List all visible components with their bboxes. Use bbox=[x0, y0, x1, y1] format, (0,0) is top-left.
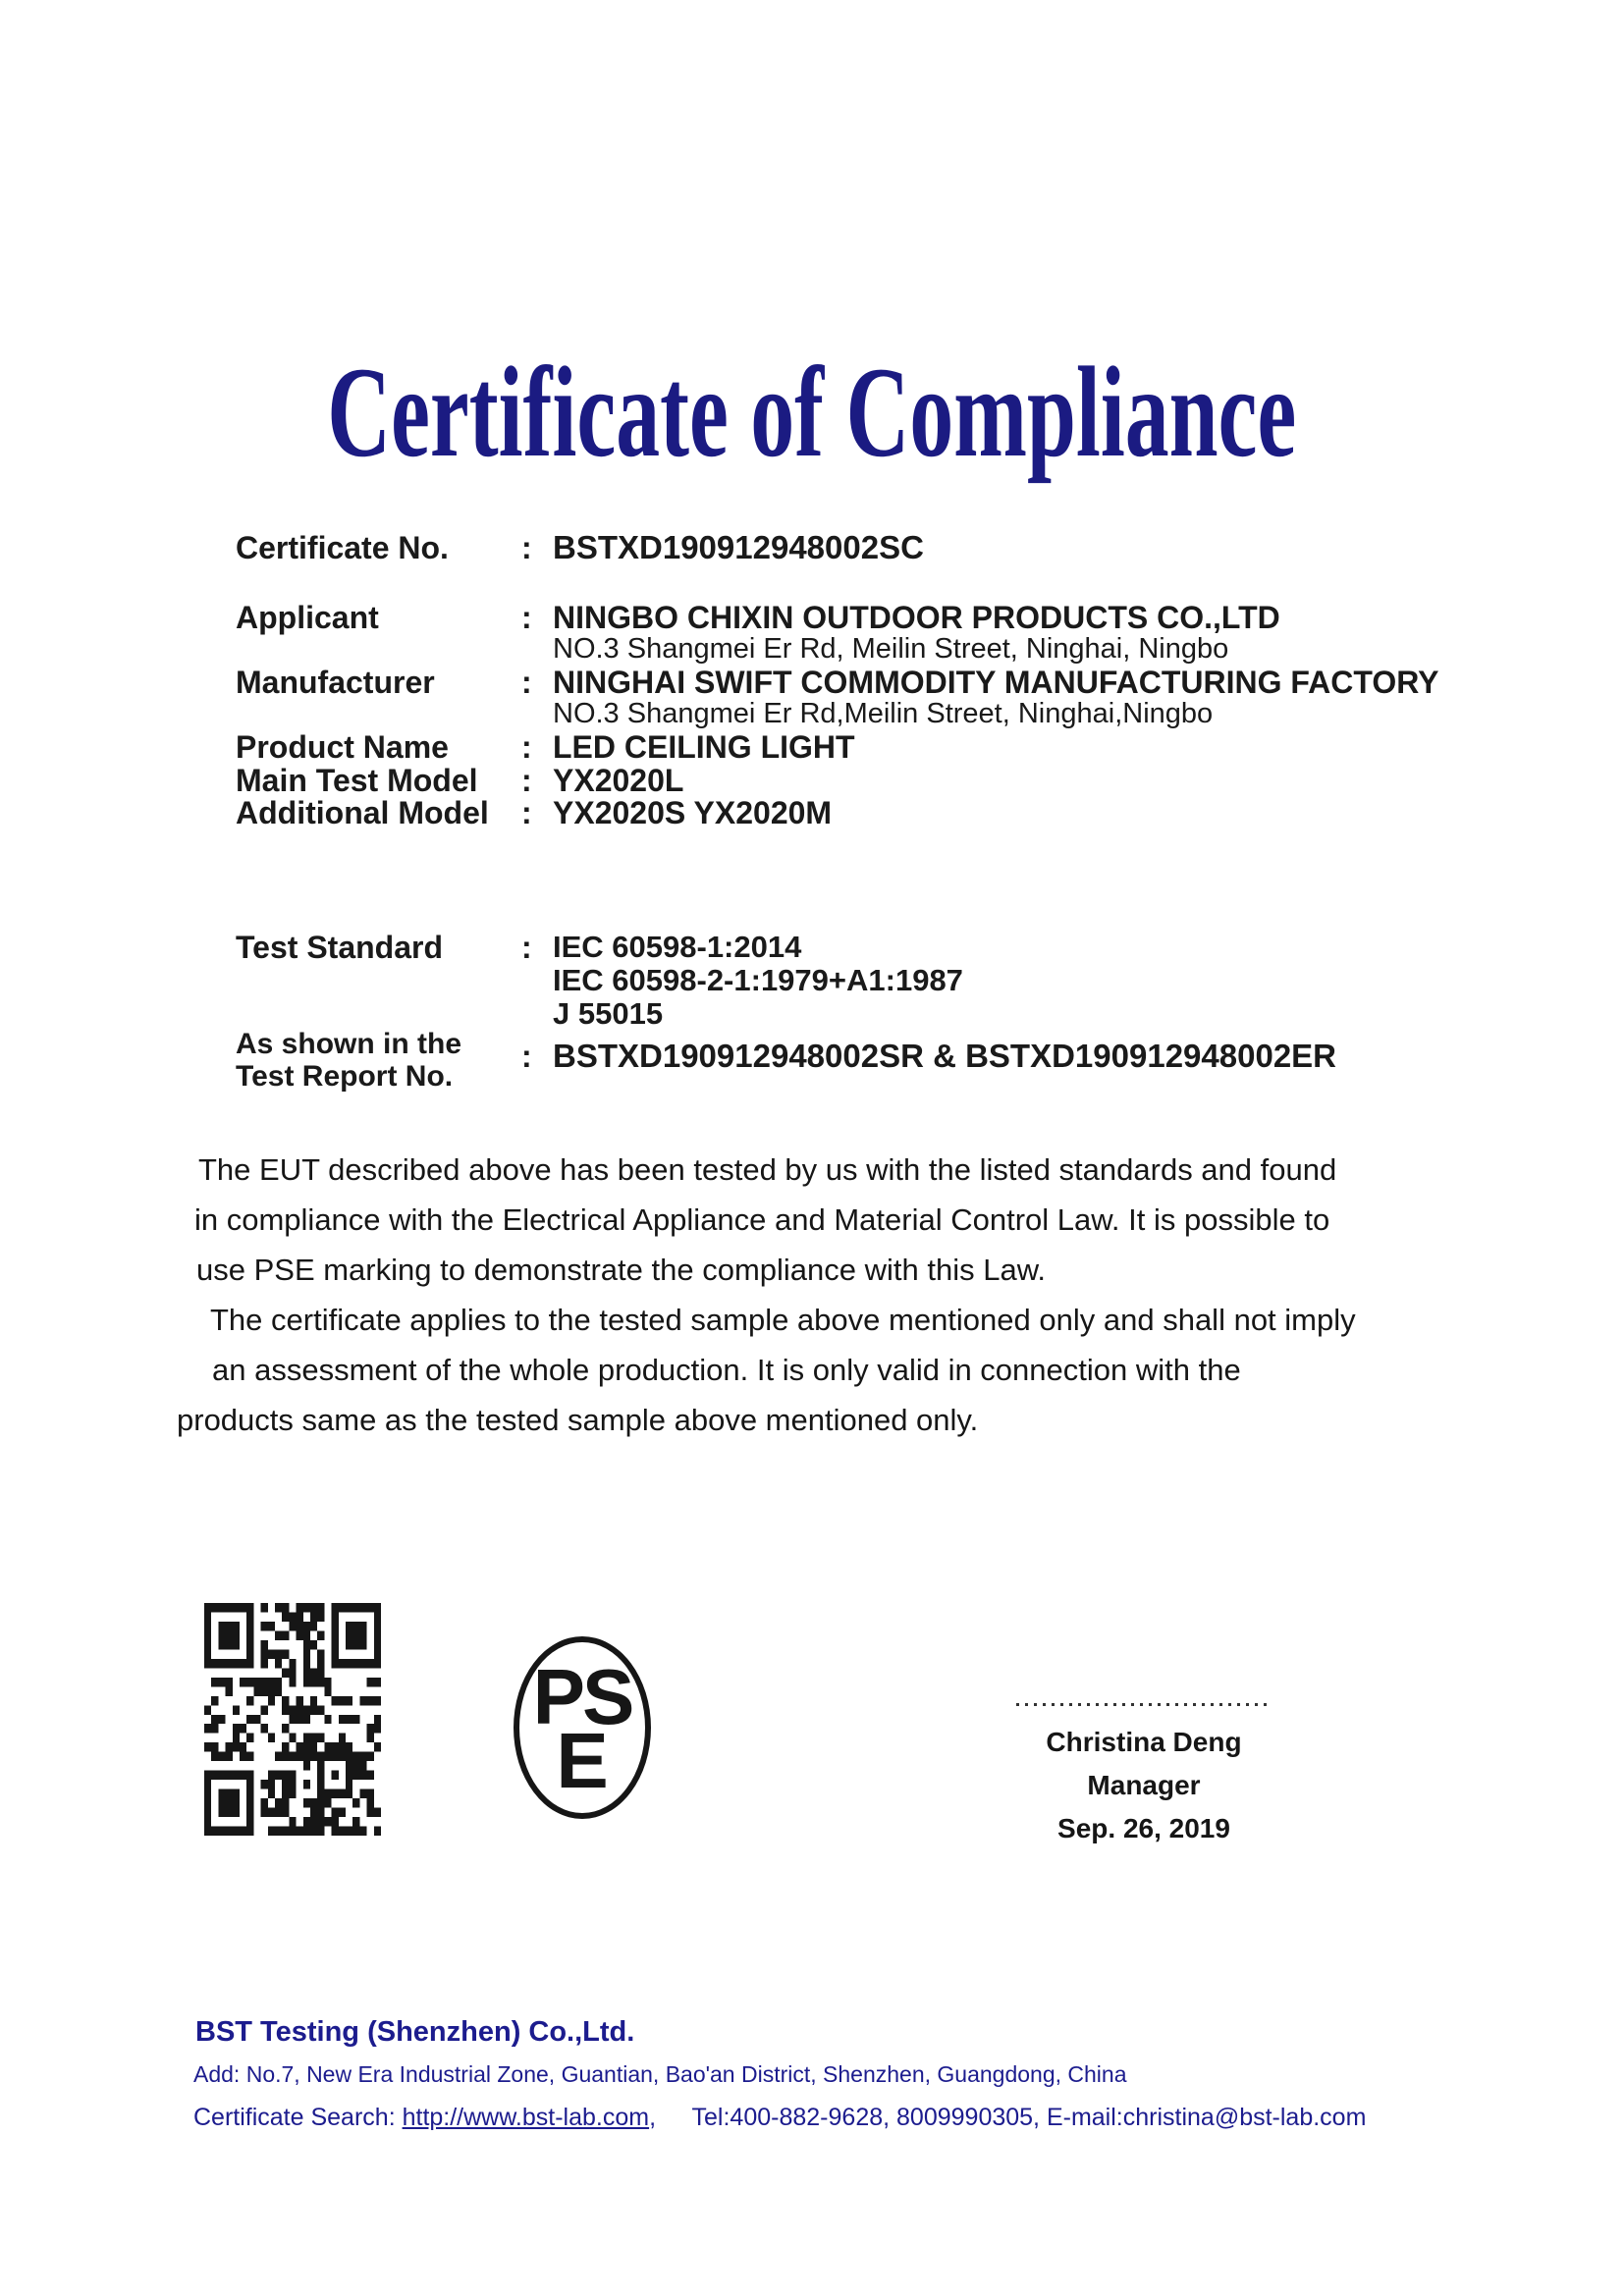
pse-mark-icon bbox=[514, 1636, 651, 1819]
product-name-value: LED CEILING LIGHT bbox=[553, 729, 855, 765]
main-test-model-colon: : bbox=[521, 763, 532, 798]
statement-line: The certificate applies to the tested sample above mentioned only and shall not imply bbox=[210, 1303, 1356, 1337]
certificate-search-link[interactable]: http://www.bst-lab.com bbox=[402, 2104, 650, 2131]
additional-model-colon: : bbox=[521, 795, 532, 830]
statement-line: use PSE marking to demonstrate the compliance with this Law. bbox=[196, 1253, 1046, 1287]
lab-contact: Tel:400-882-9628, 8009990305, E-mail:christina@bst-lab.com bbox=[691, 2104, 1367, 2131]
page-title-text: Certificate of Compliance bbox=[327, 340, 1297, 484]
statement-line: in compliance with the Electrical Appliance and Material Control Law. It is possible to bbox=[194, 1202, 1330, 1237]
lab-company-name: BST Testing (Shenzhen) Co.,Ltd. bbox=[195, 2016, 635, 2048]
test-standard-line-2: IEC 60598-2-1:1979+A1:1987 bbox=[553, 963, 963, 997]
page-title bbox=[0, 340, 1624, 484]
applicant-label: Applicant bbox=[236, 600, 379, 635]
statement-line: The EUT described above has been tested by us with the listed standards and found bbox=[198, 1152, 1337, 1187]
product-name-label: Product Name bbox=[236, 729, 449, 765]
applicant-value: NINGBO CHIXIN OUTDOOR PRODUCTS CO.,LTD bbox=[553, 600, 1280, 635]
test-report-colon: : bbox=[521, 1039, 532, 1074]
test-report-label-line-1: As shown in the bbox=[236, 1028, 462, 1060]
test-standard-colon: : bbox=[521, 930, 532, 965]
manufacturer-value: NINGHAI SWIFT COMMODITY MANUFACTURING FACTORY bbox=[553, 665, 1439, 700]
pse-mark-ps: PS bbox=[532, 1653, 632, 1740]
certificate-no-label: Certificate No. bbox=[236, 530, 449, 565]
statement-paragraphs bbox=[177, 1145, 1356, 1445]
test-report-label-line-2: Test Report No. bbox=[236, 1060, 454, 1093]
test-standard-line-3: J 55015 bbox=[553, 996, 664, 1031]
test-standard-line-1: IEC 60598-1:2014 bbox=[553, 930, 802, 964]
certificate-no-value: BSTXD190912948002SC bbox=[553, 529, 924, 565]
applicant-colon: : bbox=[521, 600, 532, 635]
pse-mark-e: E bbox=[556, 1717, 609, 1804]
applicant-address: NO.3 Shangmei Er Rd, Meilin Street, Ninghai, Ningbo bbox=[553, 633, 1229, 665]
test-standard-values bbox=[553, 931, 963, 1031]
certificate-search-label: Certificate Search: bbox=[193, 2104, 396, 2131]
additional-model-label: Additional Model bbox=[236, 795, 489, 830]
manufacturer-colon: : bbox=[521, 665, 532, 700]
issue-date: Sep. 26, 2019 bbox=[1057, 1813, 1230, 1843]
test-report-value: BSTXD190912948002SR & BSTXD190912948002ER bbox=[553, 1038, 1337, 1074]
signature-line bbox=[1016, 1703, 1272, 1706]
main-test-model-value: YX2020L bbox=[553, 763, 684, 798]
qr-code bbox=[204, 1603, 381, 1836]
manufacturer-label: Manufacturer bbox=[236, 665, 435, 700]
signature-block bbox=[967, 1721, 1321, 1850]
manufacturer-address: NO.3 Shangmei Er Rd,Meilin Street, Ninghai,Ningbo bbox=[553, 698, 1214, 729]
product-name-colon: : bbox=[521, 729, 532, 765]
statement-line: products same as the tested sample above mentioned only. bbox=[177, 1403, 979, 1437]
certificate-no-colon: : bbox=[521, 530, 532, 565]
signer-name: Christina Deng bbox=[1046, 1727, 1242, 1757]
search-comma: , bbox=[649, 2104, 657, 2131]
main-test-model-label: Main Test Model bbox=[236, 763, 478, 798]
additional-model-value: YX2020S YX2020M bbox=[553, 795, 833, 830]
lab-address: Add: No.7, New Era Industrial Zone, Guantian, Bao'an District, Shenzhen, Guangdong, China bbox=[193, 2061, 1127, 2087]
test-report-label bbox=[236, 1028, 461, 1093]
test-standard-label: Test Standard bbox=[236, 930, 443, 965]
signer-title: Manager bbox=[1087, 1770, 1201, 1800]
statement-line: an assessment of the whole production. It is only valid in connection with the bbox=[212, 1353, 1241, 1387]
certificate-search-line bbox=[193, 2104, 1366, 2132]
